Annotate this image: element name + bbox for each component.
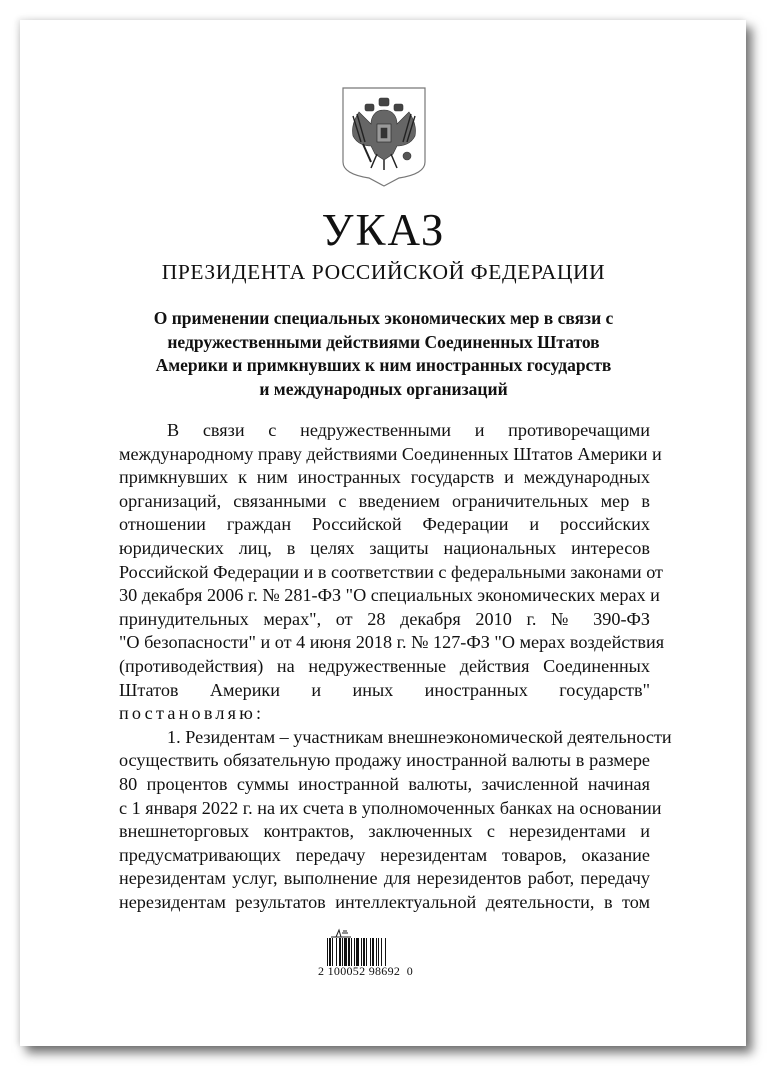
preamble-line: Российской Федерации и в соответствии с федеральными законами от [119,561,664,582]
barcode-bar [356,938,359,966]
barcode-bar [381,938,382,966]
decree-heading [120,307,647,401]
preamble-line: отношении граждан Российской Федерации и российских [119,514,650,535]
preamble-line: "О безопасности" и от 4 июня 2018 г. № 127-ФЗ "О мерах воздействия [119,632,665,653]
heading-line: Америки и примкнувших к ним иностранных государств [155,355,612,375]
coat-of-arms-icon [341,84,427,188]
item-1-line: нерезидентам результатов интеллектуальной деятельности, в том [119,891,650,912]
barcode-bar [354,938,355,966]
barcode-bar [385,938,386,966]
preamble-line: принудительных мерах", от 28 декабря 2010 г. № 390-ФЗ [119,608,650,629]
barcode-bar [339,938,341,966]
barcode-bar [344,938,347,966]
preamble-line: (противодействия) на недружественные действия Соединенных [119,655,650,676]
printer-logo-icon [330,928,352,938]
barcode-bars [327,938,407,966]
item-1-line: нерезидентам услуг, выполнение для нерезидентов работ, передачу [119,868,650,889]
preamble-line: международному праву действиями Соединенных Штатов Америки и [119,443,662,464]
barcode-bar [342,938,343,966]
preamble-line: В связи с недружественными и противоречащими [167,420,650,440]
preamble-line: юридических лиц, в целях защиты национальных интересов [119,537,650,558]
barcode-bar [378,938,379,966]
heading-line: и международных организаций [259,378,508,399]
barcode-bar [372,938,374,966]
preamble-line: организаций, связанными с введением ограничительных мер в [119,490,650,511]
document-title: УКАЗ [321,205,446,255]
heading-line: О применении специальных экономических мер в связи с [153,308,614,328]
barcode-number: 2 100052 98692 0 [318,964,414,978]
barcode-bar [329,938,331,966]
item-1-line: предусматривающих передачу нерезидентам товаров, оказание [119,844,650,865]
barcode-bar [376,938,377,966]
decree-word: постановляю: [119,703,265,724]
barcode-bar [348,938,350,966]
barcode-bar [336,938,337,966]
decree-body [119,419,672,914]
item-1-line: внешнеторговых контрактов, заключенных с нерезидентами и [119,821,650,842]
preamble-line: Штатов Америки и иных иностранных государств" [119,679,650,700]
barcode-bar [361,938,362,966]
item-1-line: 80 процентов суммы иностранной валюты, зачисленной начиная [119,773,650,794]
preamble-line: 30 декабря 2006 г. № 281-ФЗ "О специальных экономических мерах и [119,585,660,606]
barcode-bar [366,938,367,966]
barcode-bar [332,938,333,966]
heading-line: недружественными действиями Соединенных Штатов [167,331,600,352]
barcode-bar [363,938,365,966]
document-subtitle: ПРЕЗИДЕНТА РОССИЙСКОЙ ФЕДЕРАЦИИ [161,260,606,284]
item-1-line: осуществить обязательную продажу иностранной валюты в размере [119,750,650,771]
barcode-bar [370,938,371,966]
preamble-line: примкнувших к ним иностранных государств и международных [119,467,650,488]
item-1-line: с 1 января 2022 г. на их счета в уполномоченных банках на основании [119,797,662,818]
item-1-line: 1. Резидентам – участникам внешнеэкономической деятельности [167,726,672,747]
barcode-bar [351,938,352,966]
barcode-bar [327,938,328,966]
